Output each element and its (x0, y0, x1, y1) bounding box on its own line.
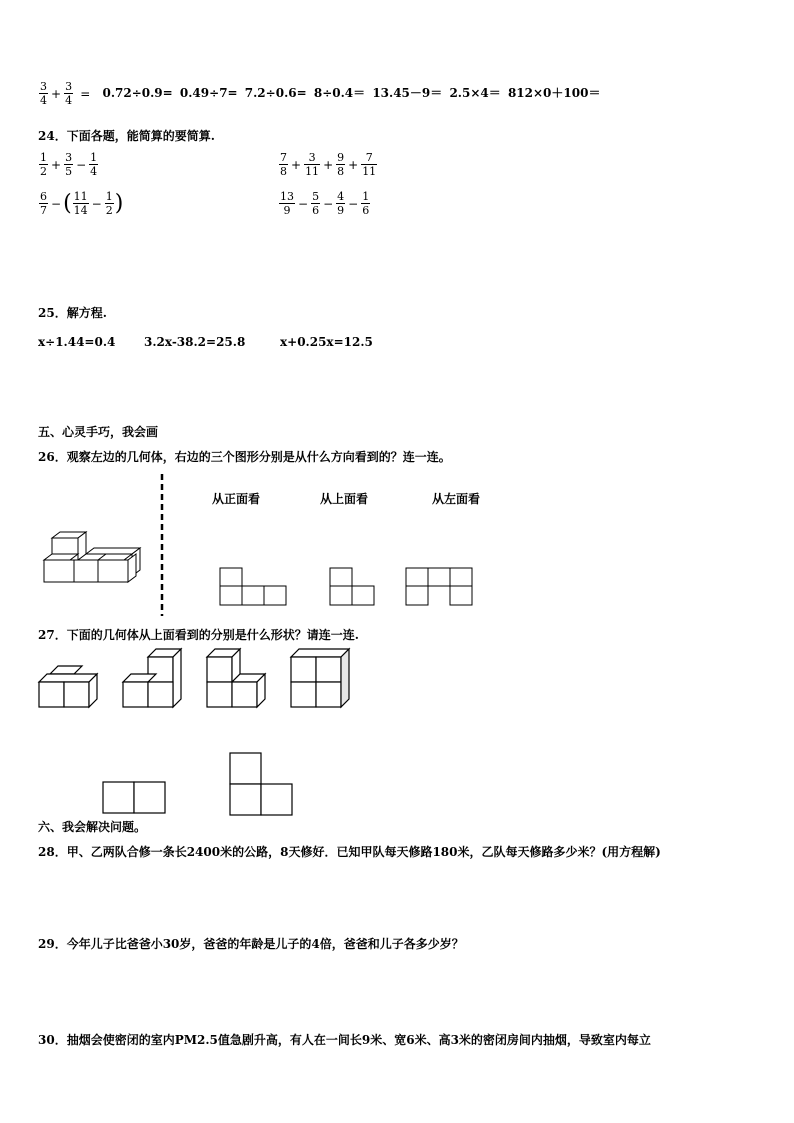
view-label-front: 从正面看 (212, 492, 261, 506)
q25-equation-3: x+0.25x=12.5 (280, 335, 373, 349)
q27-title: 27．下面的几何体从上面看到的分别是什么形状？请连一连. (38, 628, 359, 642)
q27-solid-4 (290, 648, 352, 710)
q25-title: 25．解方程. (38, 306, 107, 320)
calc-item: 812×0＋100＝ (507, 86, 601, 100)
fraction: $\frac{3}{4}$ (65, 80, 73, 107)
view-shape-3 (405, 567, 475, 607)
section-5-title: 五、心灵手巧，我会画 (38, 425, 159, 439)
q29-text: 29．今年儿子比爸爸小30岁，爸爸的年龄是儿子的4倍，爸爸和儿子各多少岁？ (38, 937, 464, 951)
fraction: $\frac{3}{4}$ (40, 80, 47, 107)
calc-item: 0.49÷7= (179, 86, 238, 100)
q24-expression-4: $\frac{13}{9}$ − $\frac{5}{6}$ − $\frac{4}{9}$ − $\frac{1}{6}$ (280, 190, 370, 217)
q25-equation-2: 3.2x-38.2=25.8 (144, 335, 246, 349)
q26-title: 26．观察左边的几何体，右边的三个图形分别是从什么方向看到的？连一连。 (38, 450, 451, 464)
view-label-top: 从上面看 (320, 492, 369, 506)
q30-text: 30．抽烟会使密闭的室内PM2.5值急剧升高，有人在一间长9米、宽6米、高3米的密闭房间内抽烟，导致室内每立 (38, 1033, 651, 1047)
calc-item: 2.5×4＝ (449, 86, 501, 100)
q27-solid-1 (38, 664, 100, 710)
q26-solid-figure (40, 530, 150, 590)
q24-expression-3: $\frac{6}{7}$ −( $\frac{11}{14}$ − $\frac{1}{2}$ ) (40, 190, 124, 217)
q27-top-view-1 (102, 781, 166, 815)
q24-expression-1: $\frac{1}{2}$ + $\frac{3}{5}$ − $\frac{1}{4}$ (40, 151, 98, 178)
view-shape-1 (219, 567, 289, 607)
q24-title: 24．下面各题，能简算的要简算. (38, 129, 215, 143)
q27-solid-3 (206, 648, 268, 710)
section-6-title: 六、我会解决问题。 (38, 820, 147, 834)
calc-item: 0.72÷0.9= (102, 86, 173, 100)
calc-item: 13.45－9＝ (372, 86, 443, 100)
operator: + (51, 86, 62, 101)
view-label-left: 从左面看 (432, 492, 481, 506)
q27-solid-2 (122, 648, 184, 710)
equals: = (80, 86, 91, 101)
q24-expression-2: $\frac{7}{8}$ + $\frac{3}{11}$ + $\frac{9}{8}$ + $\frac{7}{11}$ (280, 151, 377, 178)
q27-top-view-2 (229, 752, 293, 816)
q25-equation-1: x÷1.44=0.4 (38, 335, 116, 349)
view-shape-2 (329, 567, 377, 607)
calc-item: 8÷0.4＝ (313, 86, 366, 100)
q28-text: 28．甲、乙两队合修一条长2400米的公路，8天修好．已知甲队每天修路180米，乙队每天修路多少米？(用方程解) (38, 845, 661, 859)
calc-item: 7.2÷0.6= (244, 86, 307, 100)
q23-calc-line (38, 80, 603, 107)
divider-dashed-line (160, 474, 164, 616)
